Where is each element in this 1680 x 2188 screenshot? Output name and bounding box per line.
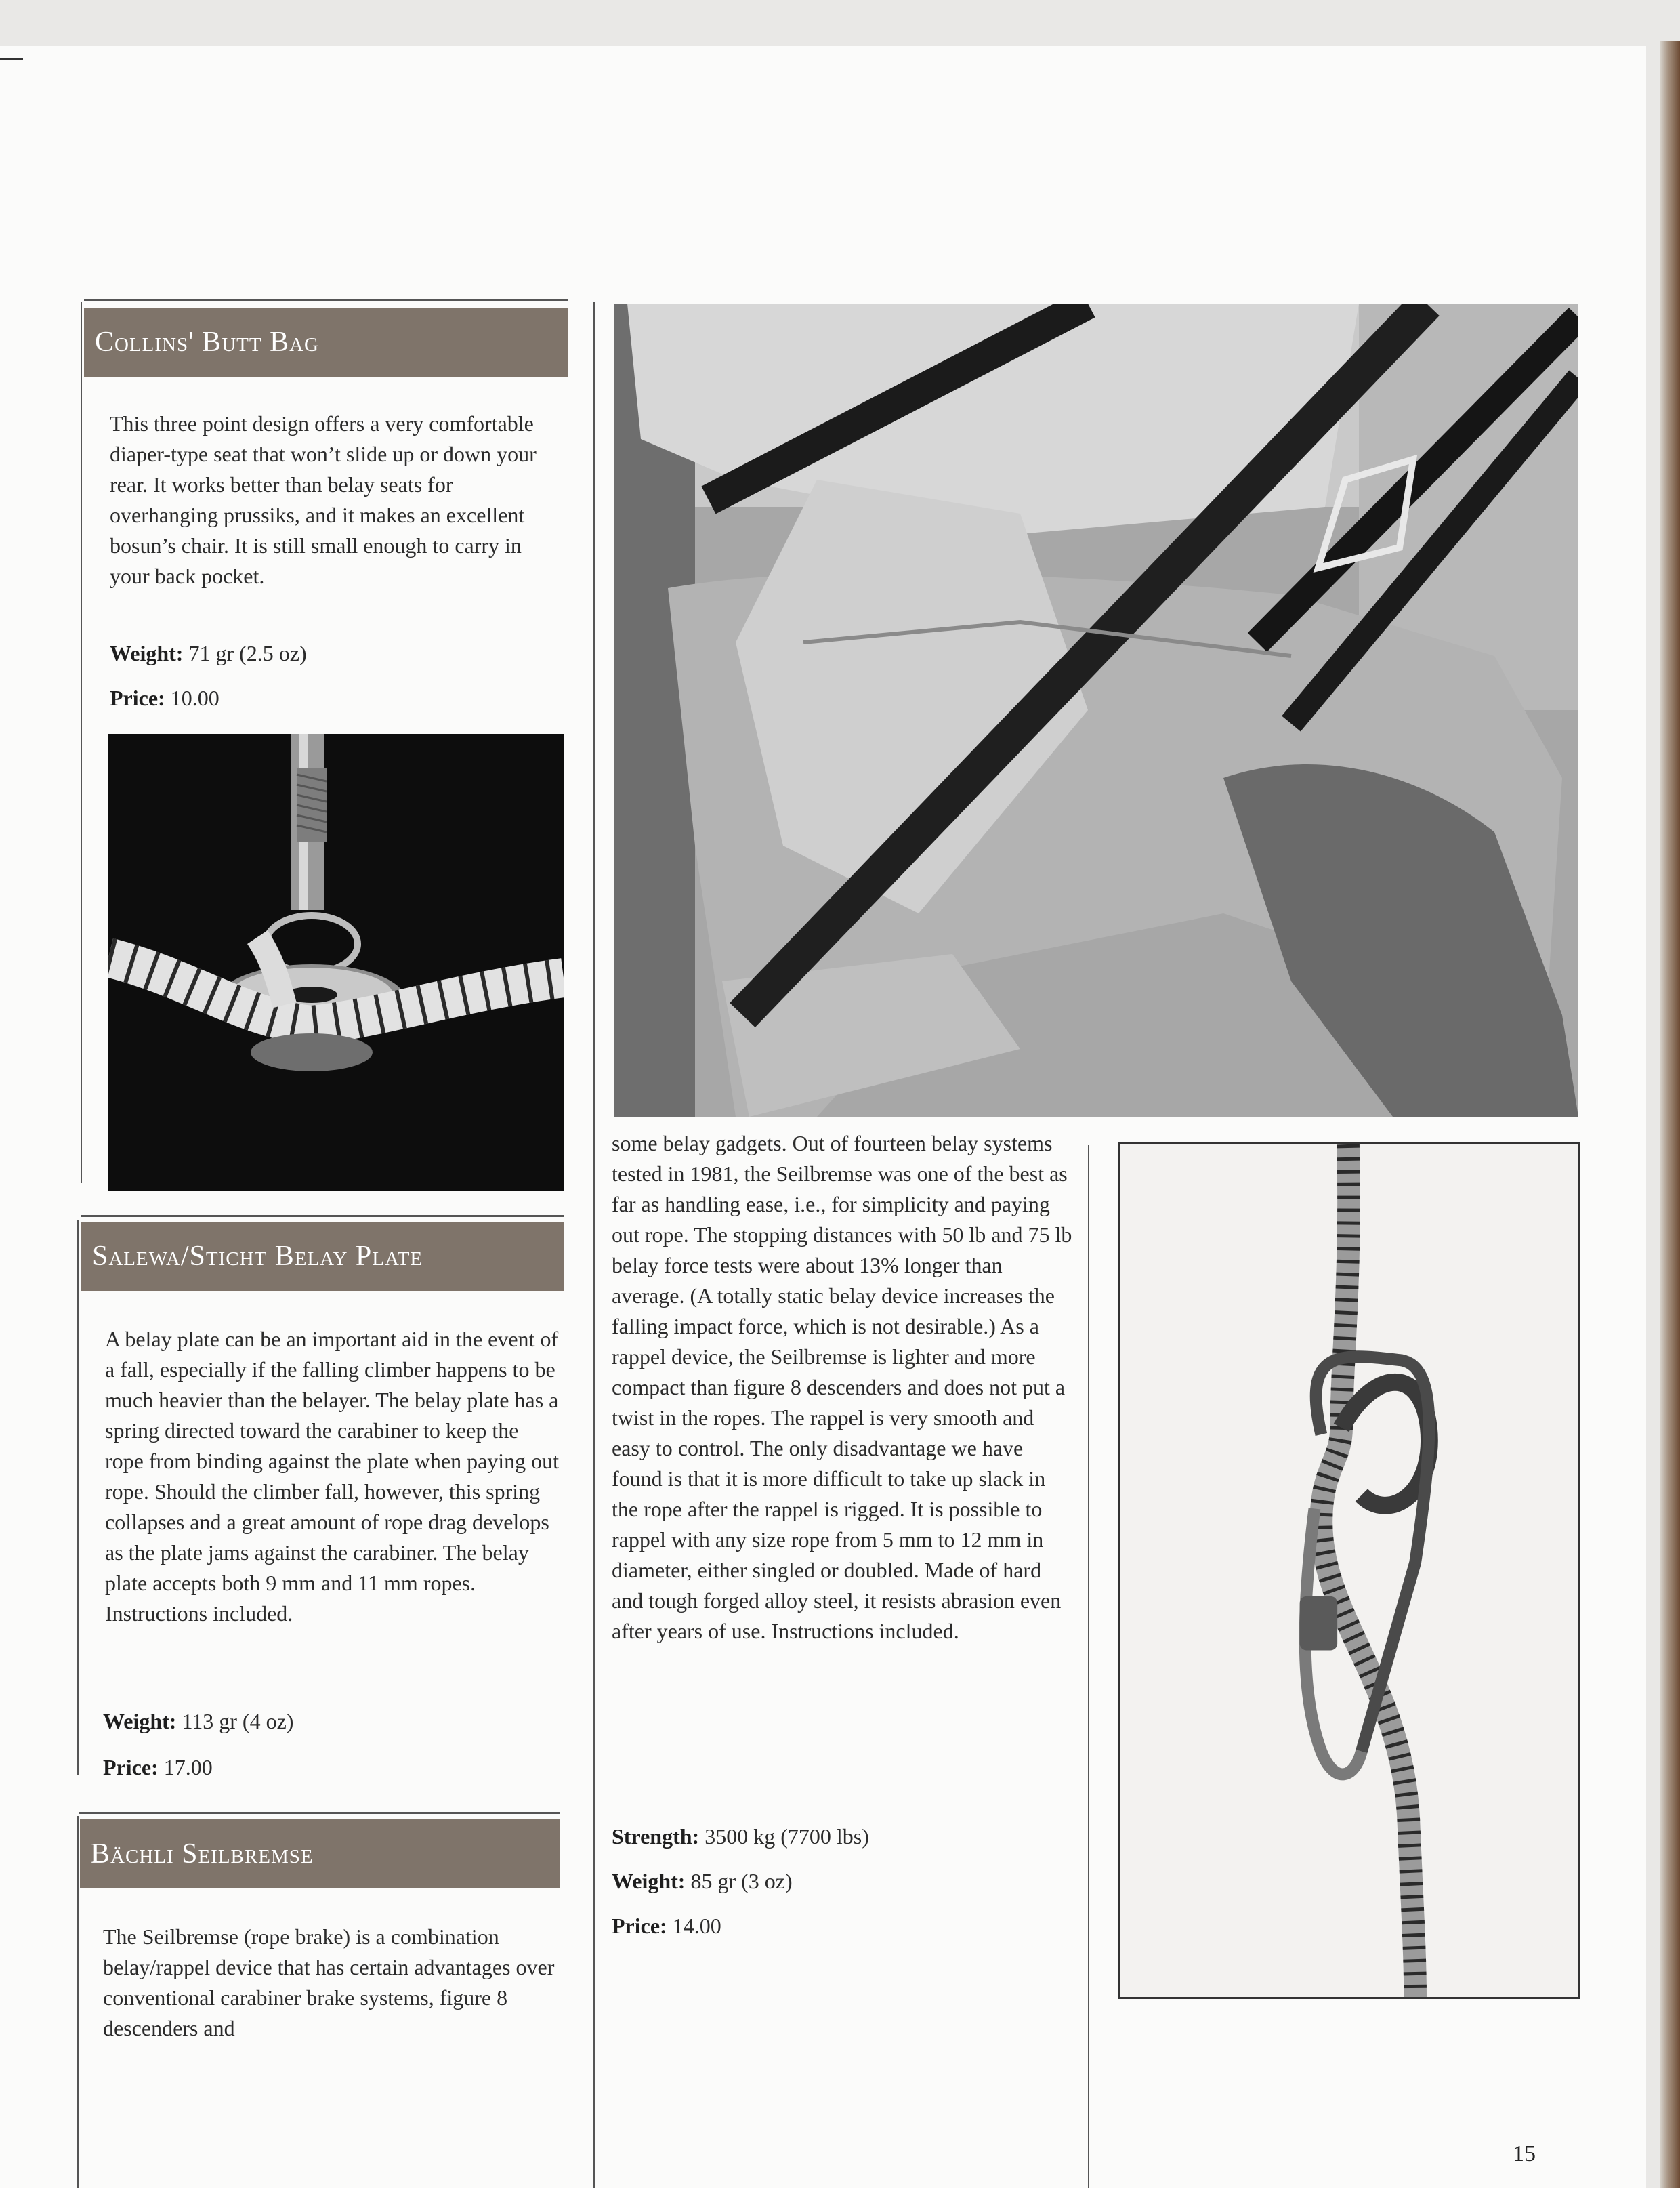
salewa-weight: Weight: 113 gr (4 oz) bbox=[103, 1709, 294, 1733]
top-rule-left bbox=[84, 299, 568, 301]
salewa-price: Price: 17.00 bbox=[103, 1755, 213, 1779]
bachli-description-start: The Seilbremse (rope brake) is a combination belay/rappel device that has certain advantages over conventional carabiner brake systems, figure 8 descenders and bbox=[103, 1924, 555, 2040]
column-divider-left-edge bbox=[81, 302, 82, 1183]
column-divider-1 bbox=[593, 302, 595, 2188]
salewa-description: A belay plate can be an important aid in the event of a fall, especially if the falling climber happens to be much heavier than the belayer. The belay plate has a spring directed toward the carabiner to keep the rope from binding against the plate when paying out rope. Should the climber fall, however, this spring collapses and a great amount of rope drag develops as the plate jams against the carabiner. The belay plate accepts both 9 mm and 11 mm ropes. Instructions included. bbox=[105, 1327, 560, 1626]
book-edge bbox=[1660, 41, 1680, 2188]
bachli-weight: Weight: 85 gr (3 oz) bbox=[612, 1869, 793, 1893]
column-divider-2 bbox=[1088, 1145, 1089, 2188]
bachli-top-rule bbox=[79, 1812, 560, 1814]
salewa-left-rule bbox=[77, 1220, 79, 1775]
collins-description: This three point design offers a very comfortable diaper-type seat that won’t slide up or down your rear. It works better than belay seats for overhanging prussiks, and it makes an excellent bosun’s chair. It is still small enough to carry in your back pocket. bbox=[110, 411, 537, 588]
bachli-strength: Strength: 3500 kg (7700 lbs) bbox=[612, 1824, 869, 1849]
bachli-price: Price: 14.00 bbox=[612, 1914, 721, 1938]
collins-price: Price: 10.00 bbox=[110, 686, 219, 710]
harness-photo bbox=[614, 304, 1578, 1117]
bachli-header: Bächli Seilbremse bbox=[80, 1819, 560, 1888]
scan-mark bbox=[0, 58, 23, 60]
salewa-header: Salewa/Sticht Belay Plate bbox=[81, 1222, 564, 1291]
collins-header: Collins' Butt Bag bbox=[84, 308, 568, 377]
rope-carabiner-photo bbox=[1118, 1142, 1580, 1999]
salewa-top-rule bbox=[81, 1215, 564, 1217]
collins-weight: Weight: 71 gr (2.5 oz) bbox=[110, 641, 307, 665]
bachli-left-rule bbox=[77, 1816, 79, 2188]
belay-plate-photo bbox=[108, 734, 564, 1191]
page-number: 15 bbox=[1513, 2141, 1536, 2166]
bachli-description-continued: some belay gadgets. Out of fourteen belay systems tested in 1981, the Seilbremse was one of the best as far as handling ease, i.e., for simplicity and paying out rope. The stopping distances with 50 lb and 75 lb belay force tests were about 13% longer than average. (A totally static belay device increases the falling impact force, which is not desirable.) As a rappel device, the Seilbremse is lighter and more compact than figure 8 descenders and does not put a twist in the ropes. The rappel is very smooth and easy to control. The only disadvantage we have found is that it is more difficult to take up slack in the rope after the rappel is rigged. It is possible to rappel with any size rope from 5 mm to 12 mm in diameter, either singled or doubled. Made of hard and tough forged alloy steel, it resists abrasion even after years of use. Instructions included. bbox=[612, 1131, 1072, 1643]
